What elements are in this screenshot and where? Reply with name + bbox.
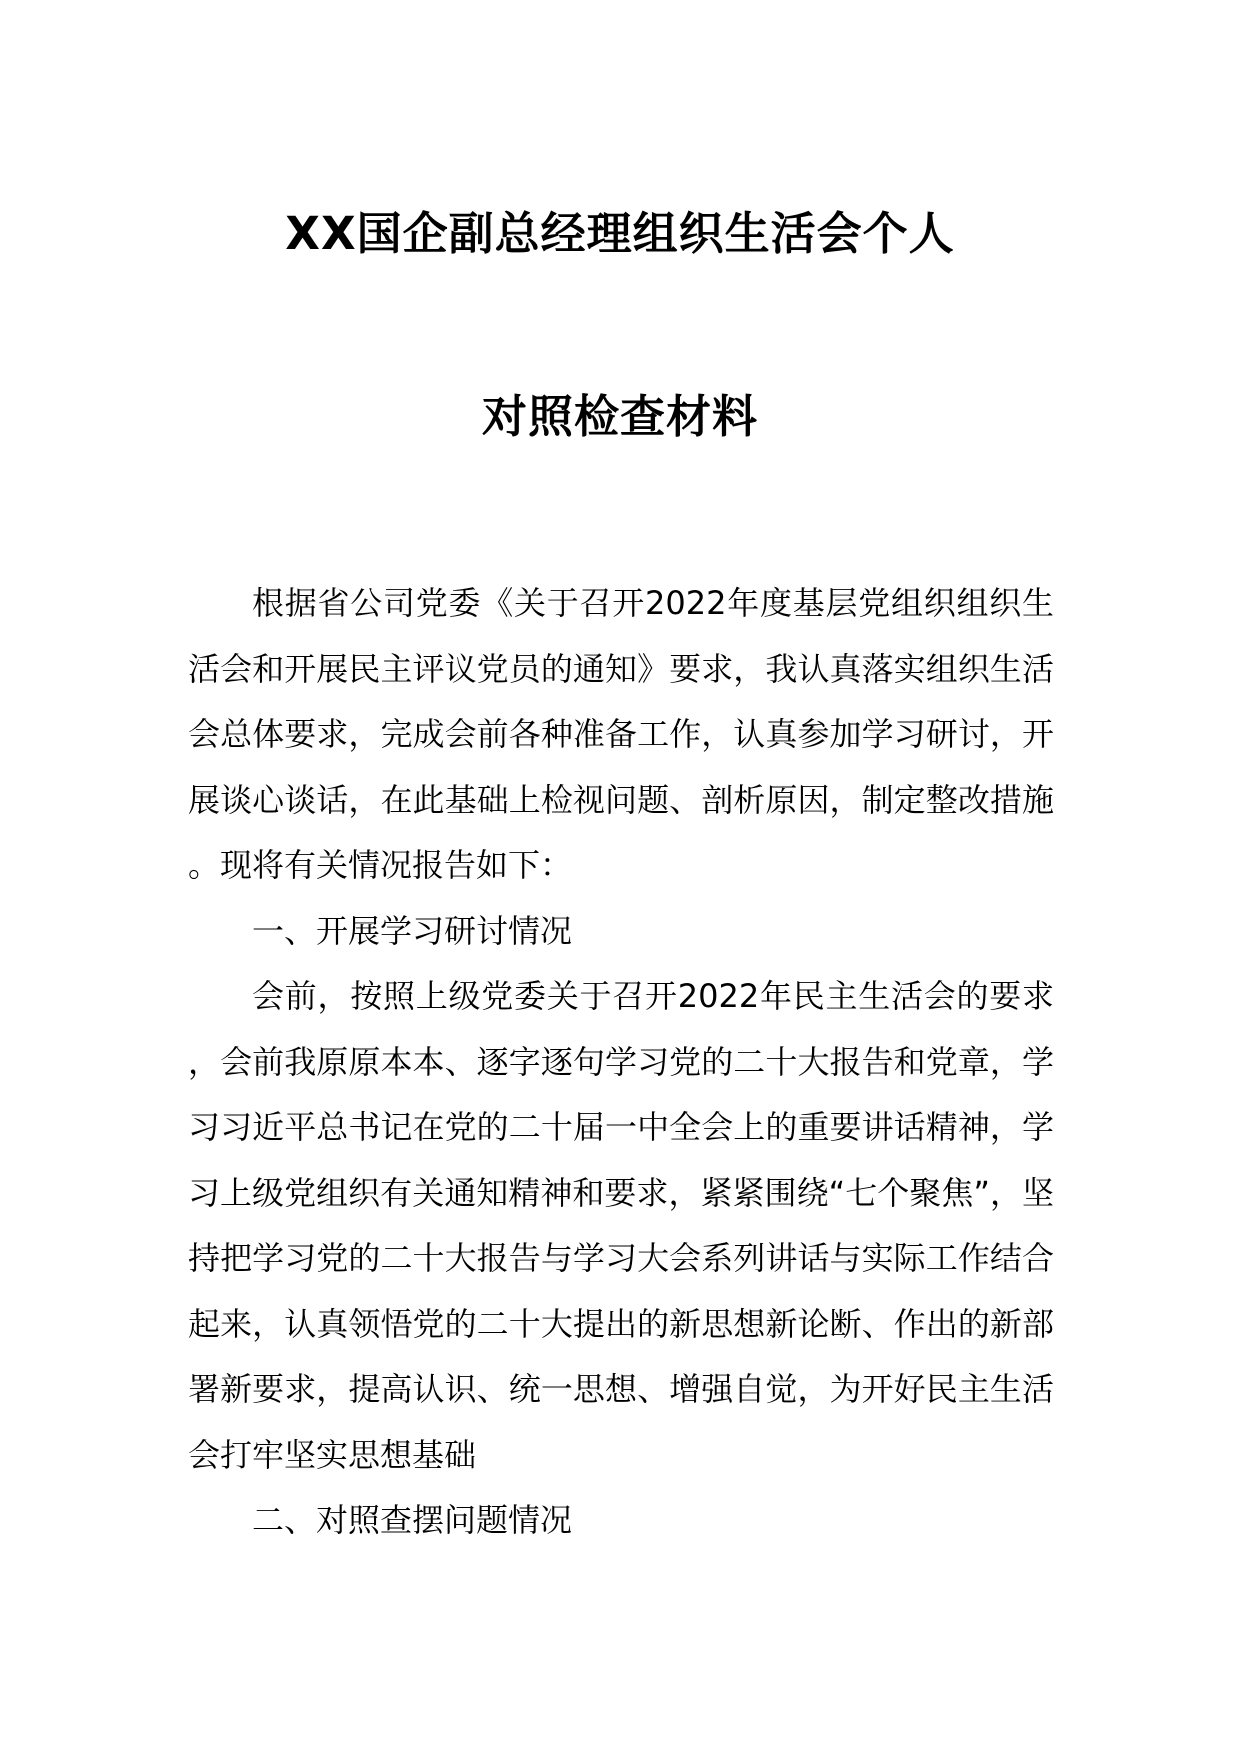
document-body xyxy=(188,571,1054,1554)
document-title-line-1: XX国企副总经理组织生活会个人 xyxy=(285,207,955,260)
study-paragraph: 会前，按照上级党委关于召开2022年民主生活会的要求，会前我原原本本、逐字逐句学习党的二十大报告和党章，学习习近平总书记在党的二十届一中全会上的重要讲话精神，学习上级党组织有关通知精神和要求，紧紧围绕“七个聚焦”，坚持把学习党的二十大报告与学习大会系列讲话与实际工作结合起来，认真领悟党的二十大提出的新思想新论断、作出的新部署新要求，提高认识、统一思想、增强自觉，为开好民主生活会打牢坚实思想基础 xyxy=(188,977,1054,1474)
document-title-line-2: 对照检查材料 xyxy=(481,390,758,443)
section-heading-1: 一、开展学习研讨情况 xyxy=(252,911,573,950)
intro-paragraph: 根据省公司党委《关于召开2022年度基层党组织组织生活会和开展民主评议党员的通知》要求，我认真落实组织生活会总体要求，完成会前各种准备工作，认真参加学习研讨，开展谈心谈话，在此基础上检视问题、剖析原因，制定整改措施。现将有关情况报告如下： xyxy=(188,584,1054,884)
section-heading-2: 二、对照查摆问题情况 xyxy=(252,1501,573,1539)
